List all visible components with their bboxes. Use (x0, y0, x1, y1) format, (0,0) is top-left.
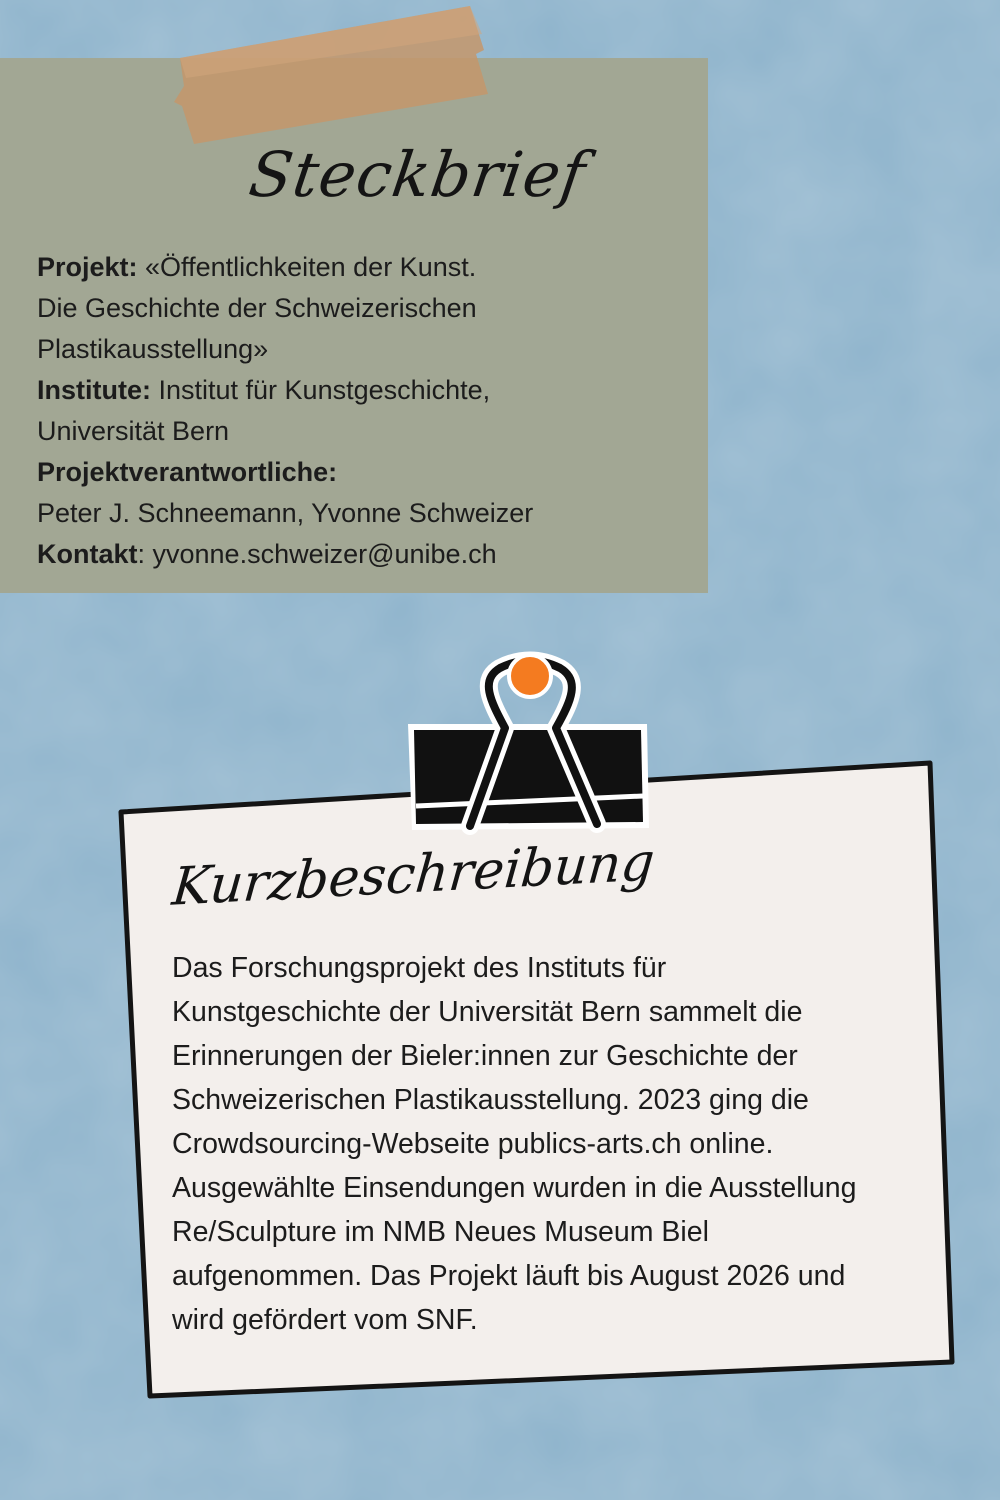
project-title-line-2: Die Geschichte der Schweizerischen (37, 293, 477, 323)
description-line: Ausgewählte Einsendungen wurden in die Ausstellung (172, 1172, 857, 1204)
steckbrief-title: Steckbrief (244, 138, 591, 211)
description-line: Das Forschungsprojekt des Instituts für (172, 952, 667, 984)
kurzbeschreibung-title: Kurzbeschreibung (169, 832, 657, 918)
institute-line-1: Institut für Kunstgeschichte, (151, 375, 491, 405)
institute-line-2: Universität Bern (37, 416, 230, 446)
contact-email[interactable]: : yvonne.schweizer@unibe.ch (137, 539, 497, 569)
kurzbeschreibung-text (172, 946, 912, 1342)
project-title-line-3: Plastikausstellung» (37, 334, 269, 364)
contact-label: Kontakt (37, 539, 138, 569)
responsible-label: Projektverantwortliche: (37, 457, 338, 487)
description-line: Crowdsourcing-Webseite publics-arts.ch online. (172, 1128, 774, 1160)
push-pin-icon (509, 655, 551, 697)
responsible-names: Peter J. Schneemann, Yvonne Schweizer (37, 498, 534, 528)
description-line: Re/Sculpture im NMB Neues Museum Biel (172, 1216, 709, 1248)
description-line: Erinnerungen der Bieler:innen zur Geschichte der (172, 1040, 798, 1072)
description-line: Schweizerischen Plastikausstellung. 2023 ging die (172, 1084, 809, 1116)
institute-label: Institute: (37, 375, 151, 405)
description-line: aufgenommen. Das Projekt läuft bis August 2026 und (172, 1260, 846, 1292)
description-line: wird gefördert vom SNF. (172, 1304, 478, 1336)
project-label: Projekt: (37, 252, 138, 282)
description-line: Kunstgeschichte der Universität Bern sammelt die (172, 996, 803, 1028)
project-title-line-1: «Öffentlichkeiten der Kunst. (137, 252, 477, 282)
